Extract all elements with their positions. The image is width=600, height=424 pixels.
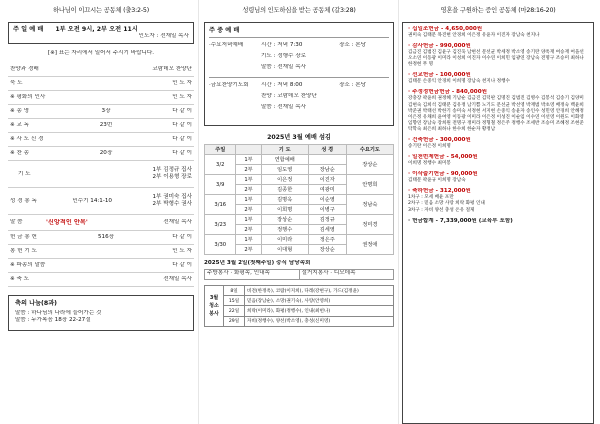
order-row [8, 63, 194, 77]
wednesday-cell: 정미경 [346, 215, 393, 235]
offering-item [408, 154, 588, 167]
table-row [205, 296, 394, 306]
prayer-cell: 장상순 [261, 215, 308, 225]
weekly-service-box [204, 22, 394, 126]
service-leader: 인도자 : 전재일 목사 [138, 33, 189, 39]
offering-names: 이희명 정행수 최미봉 [408, 161, 451, 167]
offering-box [402, 22, 594, 424]
service-box [8, 22, 194, 44]
offering-title: · 축하헌금 - 312,000원 [408, 188, 471, 195]
order-person: 다 같 이 [172, 108, 192, 114]
part-cell: 2부 [236, 225, 261, 235]
service-place: 장소 : 본당 [339, 82, 367, 88]
column-divider [198, 0, 199, 424]
order-person: 인 도 자 [172, 248, 192, 254]
offering-names: 1차구 : 모세 배윤 포만 2차구 : 믿음 소망 사랑 희락 화평 인내 3차구 : 자비 양선 충성 온유 절제 [408, 195, 485, 213]
offering-total: · 헌금합계 - 7,339,000원 (교육부 포함) [408, 217, 513, 224]
offering-item [408, 26, 588, 39]
wednesday-cell: 장상순 [346, 155, 393, 175]
weekly-title: 주 중 예 배 [209, 27, 240, 34]
prayer-cell: 이대형 [261, 245, 308, 255]
column-header: 하나님이 이끄시는 공동체 (출3:2-5) [53, 7, 149, 14]
order-person: 인 도 자 [172, 80, 192, 86]
order-person: 다 같 이 [172, 262, 192, 268]
date-cell: 3/9 [205, 175, 236, 195]
prayer-row [8, 161, 194, 188]
wednesday-cell: 안명희 [346, 175, 393, 195]
service-label: ·수요저녁예배 [209, 42, 244, 48]
table-header-cell: 주일 [205, 145, 236, 155]
lunch-kitchen: 주방봉사 · 화평속, 인내속 [205, 270, 300, 279]
friday-service [209, 77, 389, 111]
scripture-cell: 여광미 [308, 185, 346, 195]
offering-names: 강충장 곽윤희 권정혜 기남순 김금진 김덕판 김명진 김범진 김병수 김봉석 김송기 김양미 김현숙 김희석 김태분 김유정 남기쁨 노기도 문선균 박선영 박재범 박초영 배정숙 백윤희 박준권 박태선 박한기 송미숙 서정현 서지현 손중익 송윤자 송인수 성민영 안경희 안혜정 이은정 유채희 윤여영 이동광 이미라 이은정 이성진 이순임 이수연 이선영 이원도 이화영 임향연 장남숙 장희원 전명구 정미라 정형철 정은주 정행수 조세반 조승미 조혜정 조현준 탁학숙 최은희 최하나 한수희 한순자 황정남 [408, 96, 586, 132]
prayer-cell: 연합예배 [261, 155, 308, 165]
date-cell: 29일 [224, 316, 245, 326]
scripture-cell: 이병구 [308, 205, 346, 215]
service-time: 시간 : 저녁 7:30 [261, 42, 303, 48]
offering-title: · 십일조헌금 - 4,650,000원 [408, 26, 483, 32]
order-label: ※ 찬 송 [10, 150, 30, 156]
part-cell: 1부 [236, 235, 261, 245]
order-label: 말 씀 [10, 219, 23, 225]
offering-item [408, 171, 588, 184]
order-label: 봉 헌 기 도 [10, 248, 37, 254]
order-row [8, 119, 194, 133]
table-row [205, 195, 394, 205]
offering-names: 김태문 곽윤규 이희명 장남숙 [408, 178, 466, 184]
scripture-cell: 이진자 [308, 175, 346, 185]
scripture-cell: 정은주 [308, 235, 346, 245]
scripture-cell: 김정규 [308, 215, 346, 225]
order-detail: 516장 [97, 234, 115, 240]
side-label-part: 봉사 [209, 310, 219, 317]
service-word: 말씀 : 전재일 목사 [261, 64, 307, 70]
part-cell: 1부 [236, 155, 261, 165]
order-row [8, 259, 194, 273]
standing-notice: [※] 표는 자리에서 일어서 주시기 바랍니다. [47, 50, 155, 56]
order-label: 찬양과 경배 [10, 66, 39, 72]
order-label: 묵 도 [10, 80, 23, 86]
prayer-cell: 정행수 [261, 225, 308, 235]
wednesday-service [209, 37, 389, 71]
prayer-cell: 김명옥 [261, 195, 308, 205]
order-row [8, 273, 194, 287]
worship-column [8, 6, 194, 331]
order-person: 다 같 이 [172, 122, 192, 128]
column-header: 영혼을 구원하는 증인 공동체 (마28:16-20) [440, 7, 556, 14]
offering-column [402, 6, 594, 424]
offering-item [408, 137, 588, 150]
lunch-title: 2025년 3월 2일(첫째주일) 중식 담당속회 [204, 260, 311, 266]
cleaning-side-label [205, 286, 224, 327]
order-detail: 23번 [99, 122, 113, 128]
offering-item [408, 188, 588, 213]
sermon-title: '신앙적인 안목' [46, 219, 88, 226]
service-place: 장소 : 본당 [339, 42, 367, 48]
sharing-line: 말씀 : 하나님의 나라에 들어가는 것 [15, 310, 102, 316]
table-row [205, 215, 394, 225]
side-label-part: 청소 [209, 302, 219, 309]
order-label: ※ 교 독 [10, 122, 30, 128]
table-row [205, 155, 394, 165]
table-header-row [205, 145, 394, 155]
offering-title: · 감사헌금 - 990,000원 [408, 43, 471, 50]
table-header-cell: 기 도 [261, 145, 308, 155]
order-person: 전재일 목사 [163, 219, 192, 225]
offering-item [408, 89, 588, 133]
prayer-cell: 임도영 [261, 165, 308, 175]
march-schedule-table [204, 144, 394, 255]
offering-title: · 선교헌금 - 100,000원 [408, 72, 471, 79]
offering-names: 송기란 이은정 이희명 [408, 144, 451, 150]
assignment-cell: 믿음(장남순), 소망(권기숙), 사랑(안영희) [245, 296, 394, 306]
order-label: 헌 금 봉 헌 [10, 234, 37, 240]
offering-title: · 이삭줍기헌금 - 90,000원 [408, 171, 478, 178]
order-label: 성 경 봉 독 [10, 197, 37, 204]
order-person: 2부 박형수 권사 [152, 201, 193, 207]
order-label: ※ 평화의 인사 [10, 94, 46, 100]
wednesday-cell: 권정애 [346, 235, 393, 255]
part-cell: 1부 [236, 175, 261, 185]
prayer-cell: 이미라 [261, 235, 308, 245]
assignment-cell: 자비(정행수), 양선(박소영), 충성(신미영) [245, 316, 394, 326]
table-row [205, 235, 394, 245]
order-person: 인 도 자 [172, 94, 192, 100]
table-row [205, 306, 394, 316]
order-detail: 20장 [99, 150, 113, 156]
part-cell: 2부 [236, 245, 261, 255]
order-label: 기 도 [18, 170, 31, 177]
scripture-cell [308, 155, 346, 165]
date-cell: 3/2 [205, 155, 236, 175]
prayer-cell: 이희명 [261, 205, 308, 215]
date-cell: 22일 [224, 306, 245, 316]
order-person: 코람데오 찬양단 [152, 66, 192, 72]
part-cell: 1부 [236, 215, 261, 225]
order-person: 1부 김정규 집사 [152, 167, 192, 173]
service-label: ·금요찬양기도회 [209, 82, 249, 88]
prayer-cell: 이은정 [261, 175, 308, 185]
wednesday-cell: 정남숙 [346, 195, 393, 215]
sharing-box [8, 295, 194, 331]
scripture-cell: 장남순 [308, 165, 346, 175]
offering-item [408, 72, 588, 85]
order-row [8, 147, 194, 161]
order-row [8, 245, 194, 259]
order-person: 1부 권미숙 집사 [152, 194, 193, 200]
column-divider [398, 0, 399, 424]
order-row [8, 91, 194, 105]
offering-names: 권미숙 김태문 목진현 안경희 이은정 유윤자 이진자 장남숙 천지나 [408, 33, 540, 38]
order-row [8, 133, 194, 147]
weekly-column [204, 6, 394, 327]
side-label-part: 3월 [209, 294, 219, 301]
order-person: 다 같 이 [172, 150, 192, 156]
prayer-cell: 김종한 [261, 185, 308, 195]
service-times: 1부 오전 9시, 2부 오전 11시 [55, 26, 138, 33]
table-row [205, 316, 394, 326]
offering-names: 김금진 김범진 김윤구 김진욱 남현선 문선균 박세정 박소영 송기란 양옥재 여승재 여을선 오소연 이동광 이미라 이성희 이진자 이수연 이희민 임광연 장남숙 전명구 조승미 최하나 한정현 무 명 [408, 50, 586, 68]
date-cell: 8일 [224, 286, 245, 296]
scripture-cell: 이순영 [308, 195, 346, 205]
table-header-cell: 수요기도 [346, 145, 393, 155]
column-header: 성령님의 인도하심을 받는 공동체 (갈3:28) [242, 7, 356, 14]
sharing-line: 말씀 : 누가복음 18장 22-27절 [15, 317, 91, 323]
lunch-row [204, 269, 394, 280]
order-of-worship [8, 63, 194, 287]
offering-title: · 건축헌금 - 300,000원 [408, 137, 471, 144]
service-praise: 찬양 : 코람데오 찬양단 [261, 93, 317, 99]
march-title: 2025년 3월 예배 섬김 [267, 134, 331, 141]
date-cell: 3/23 [205, 215, 236, 235]
service-title: 주 일 예 배 [13, 26, 44, 33]
offering-names: 김태문 손중익 안경희 이희명 장남숙 천지나 정행수 [408, 79, 510, 85]
order-label: ※ 송 영 [10, 108, 30, 114]
order-person: 전재일 목사 [163, 276, 192, 282]
part-cell: 2부 [236, 205, 261, 215]
assignment-cell: 비전(한정옥), 코람(이지희), 다레(강현구), 가드(김정윤) [245, 286, 394, 296]
order-label: ※ 파송의 말씀 [10, 262, 46, 268]
table-row [205, 286, 394, 296]
order-row [8, 105, 194, 119]
scripture-reference: 민수기 14:1-10 [72, 197, 112, 204]
offering-item [408, 43, 588, 68]
service-time: 시간 : 저녁 8:00 [261, 82, 303, 88]
assignment-cell: 희락(이미라), 화평(정행수), 인내(최헌나) [245, 306, 394, 316]
sharing-title: 축의 나눔(8과) [15, 300, 58, 307]
offering-title: · 주정정헌금헌금 - 840,000원 [408, 89, 487, 96]
part-cell: 2부 [236, 165, 261, 175]
cleaning-table [204, 285, 394, 327]
order-person: 2부 이용형 장로 [152, 174, 192, 180]
order-person: 다 같 이 [172, 234, 192, 240]
scripture-cell: 김세영 [308, 225, 346, 235]
table-header-cell [236, 145, 261, 155]
part-cell: 1부 [236, 195, 261, 205]
order-person: 다 같 이 [172, 136, 192, 142]
date-cell: 3/16 [205, 195, 236, 215]
sermon-row [8, 215, 194, 231]
date-cell: 3/30 [205, 235, 236, 255]
scripture-cell: 장상순 [308, 245, 346, 255]
reading-row [8, 188, 194, 215]
order-row [8, 231, 194, 245]
order-label: ※ 사 도 신 경 [10, 136, 44, 142]
table-header-cell: 성 경 [308, 145, 346, 155]
date-cell: 15일 [224, 296, 245, 306]
order-row [8, 77, 194, 91]
service-prayer: 기도 : 정행수 장로 [261, 53, 307, 59]
order-label: ※ 축 도 [10, 276, 30, 282]
part-cell: 2부 [236, 185, 261, 195]
offering-title: · 일천번제헌금 - 54,000원 [408, 154, 478, 161]
table-row [205, 175, 394, 185]
order-detail: 3장 [101, 108, 111, 114]
lunch-dish: 설거지봉사 · 디모데속 [301, 270, 356, 276]
service-word: 말씀 : 전재일 목사 [261, 104, 307, 110]
